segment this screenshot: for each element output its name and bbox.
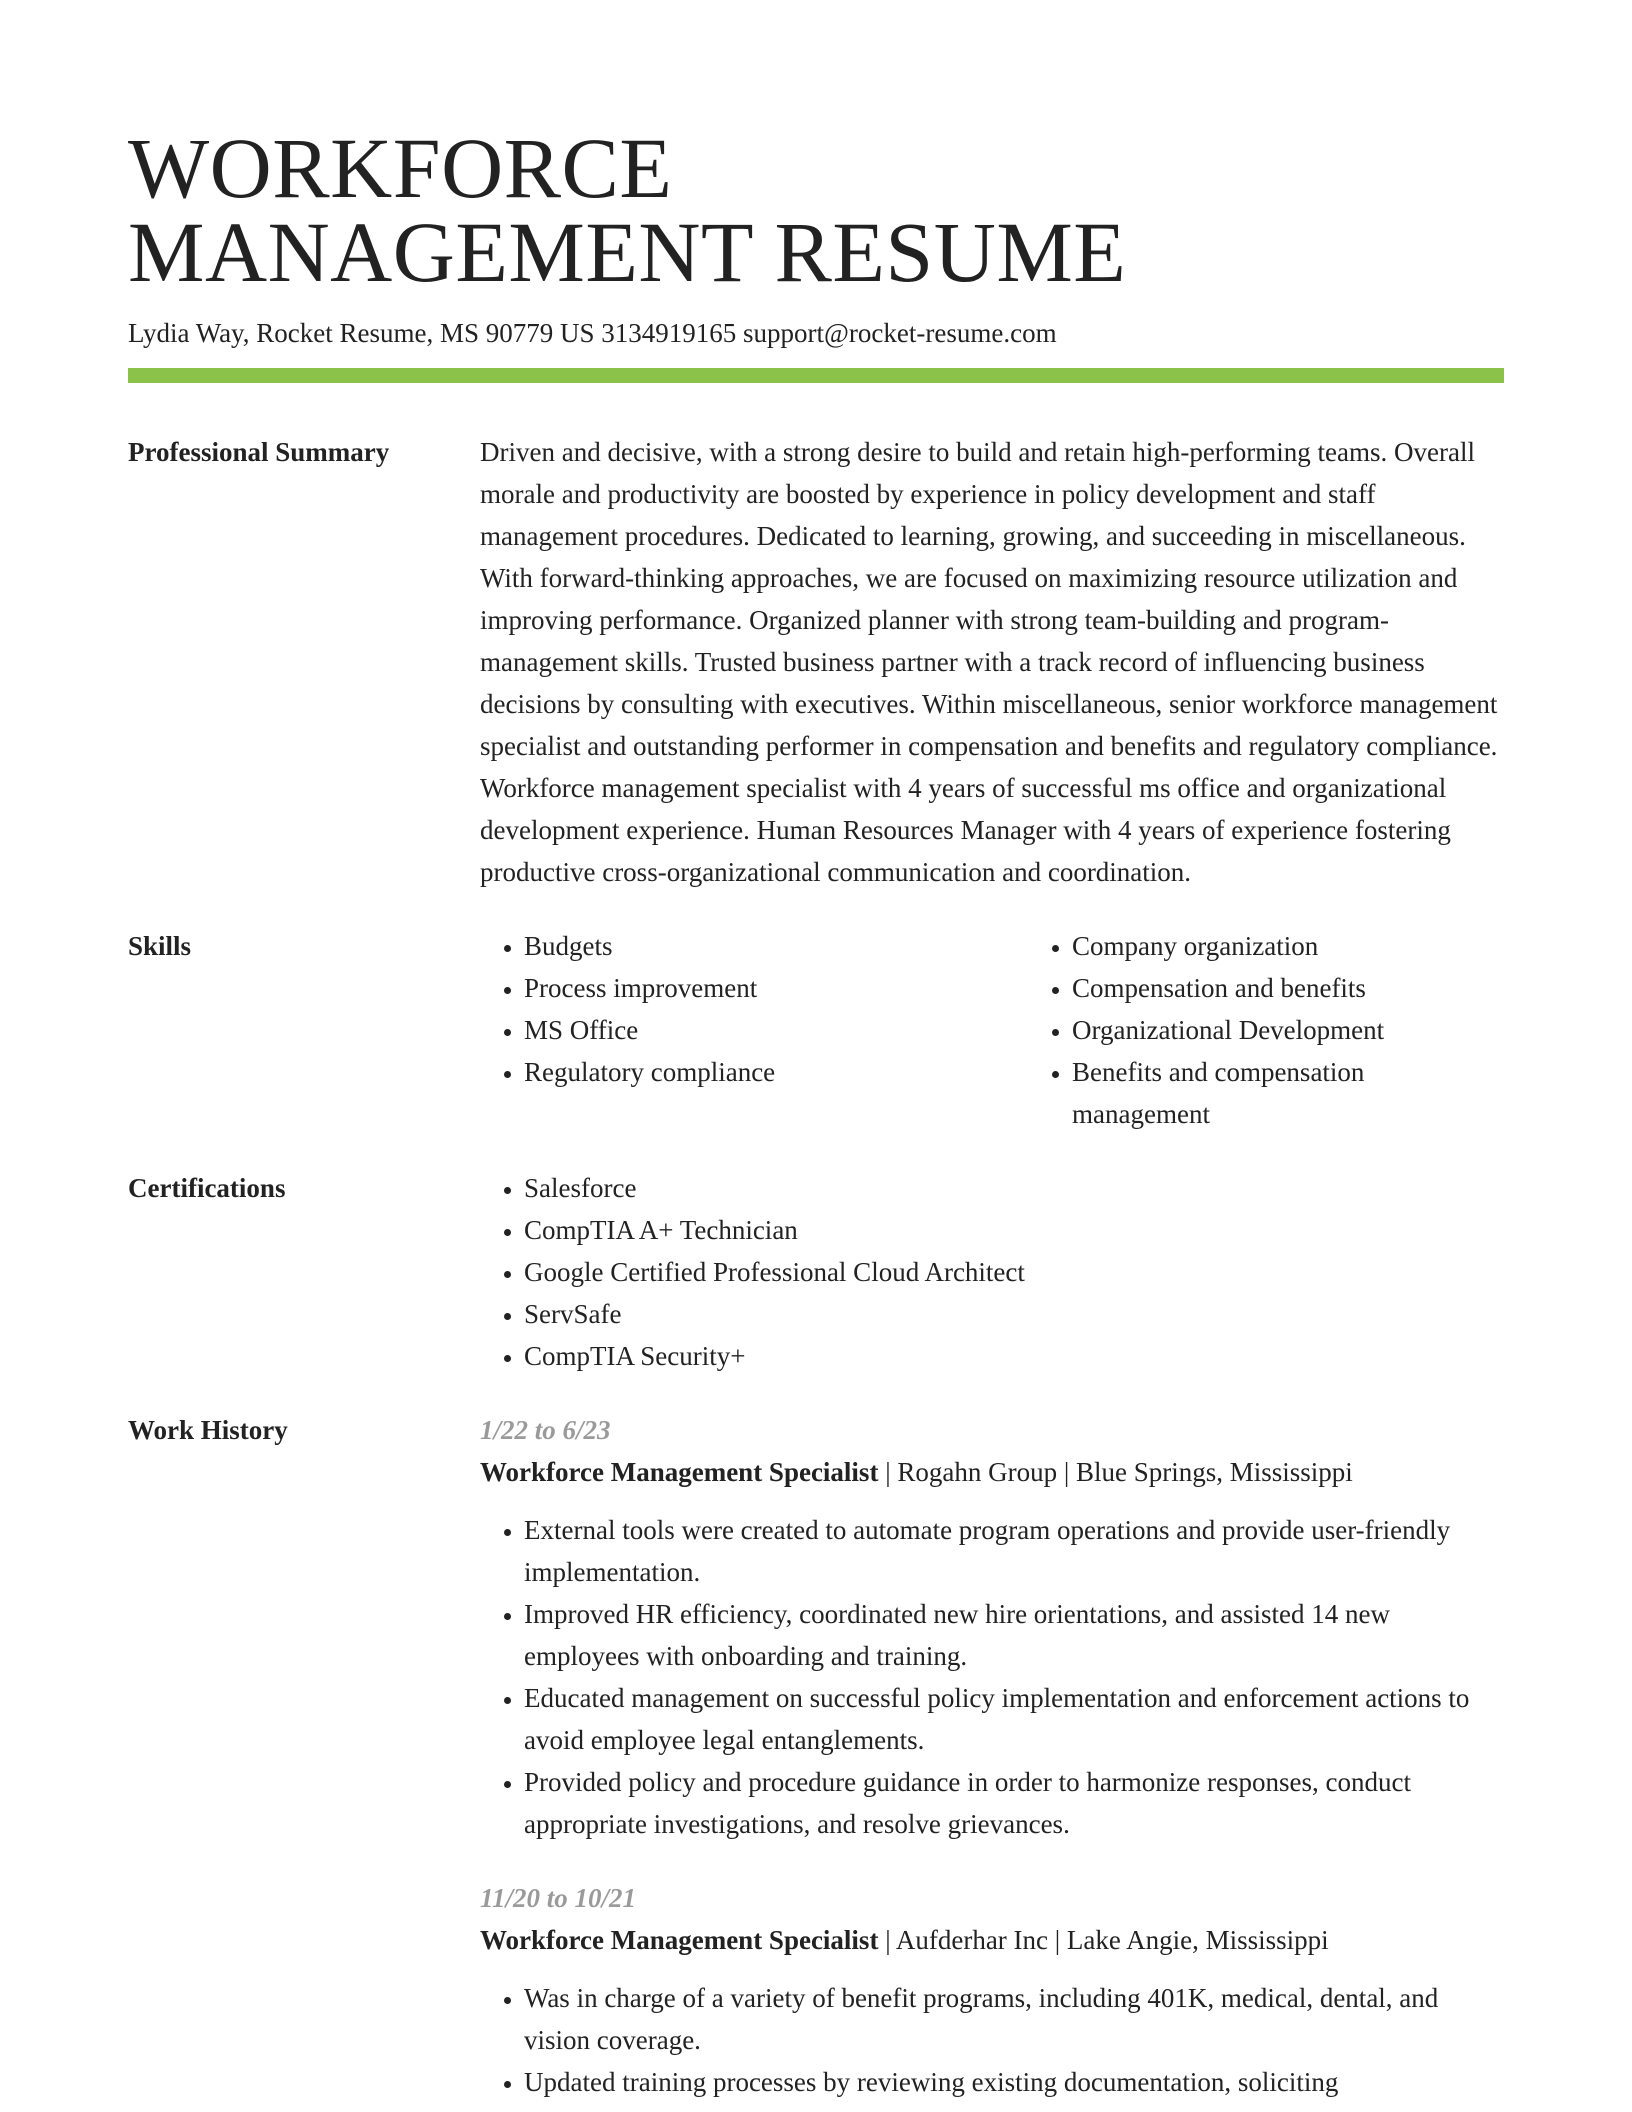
certification-item: • Google Certified Professional Cloud Architect [524, 1251, 1504, 1293]
job-dates: 11/20 to 10/21 [480, 1883, 637, 1913]
job-bullets [480, 1977, 1504, 2103]
skill-item: • Organizational Development [1072, 1009, 1504, 1051]
job-bullet: • Updated training processes by reviewing existing documentation, soliciting [524, 2061, 1504, 2103]
job-bullet: • Educated management on successful policy implementation and enforcement actions to avoid employee legal entanglements. [524, 1677, 1504, 1761]
accent-divider [128, 368, 1504, 383]
skill-item: • Benefits and compensation management [1072, 1051, 1504, 1135]
skill-item: • Process improvement [524, 967, 1028, 1009]
summary-section [128, 431, 1504, 893]
skill-item: • Budgets [524, 925, 1028, 967]
job-role: Workforce Management Specialist [480, 1925, 879, 1955]
job-bullet: • Was in charge of a variety of benefit programs, including 401K, medical, dental, and vision coverage. [524, 1977, 1504, 2061]
skills-label: Skills [128, 931, 192, 961]
job-heading [480, 1451, 1504, 1493]
summary-text: Driven and decisive, with a strong desire to build and retain high-performing teams. Overall morale and productivity are boosted by experience in policy development and staff management procedures. Dedicated to learning, growing, and succeeding in miscellaneous. With forward-thinking approaches, we are focused on maximizing resource utilization and improving performance. Organized planner with strong team-building and program-management skills. Trusted business partner with a track record of influencing business decisions by consulting with executives. Within miscellaneous, senior workforce management specialist and outstanding performer in compensation and benefits and regulatory compliance. Workforce management specialist with 4 years of successful ms office and organizational development experience. Human Resources Manager with 4 years of experience fostering productive cross-organizational communication and coordination. [480, 437, 1498, 887]
job-details: | Rogahn Group | Blue Springs, Mississippi [878, 1457, 1353, 1487]
job-entry [480, 1409, 1504, 1845]
job-bullet: • Improved HR efficiency, coordinated new hire orientations, and assisted 14 new employees with onboarding and training. [524, 1593, 1504, 1677]
certification-item: • ServSafe [524, 1293, 1504, 1335]
certifications-list [480, 1167, 1504, 1377]
skill-item: • Compensation and benefits [1072, 967, 1504, 1009]
skill-item: • Company organization [1072, 925, 1504, 967]
contact-line: Lydia Way, Rocket Resume, MS 90779 US 3134919165 support@rocket-resume.com [128, 318, 1057, 348]
job-dates: 1/22 to 6/23 [480, 1415, 611, 1445]
resume-title [128, 0, 1504, 300]
certification-item: • Salesforce [524, 1167, 1504, 1209]
job-heading [480, 1919, 1504, 1961]
title-line-1: WORKFORCE [128, 120, 673, 216]
skill-item: • MS Office [524, 1009, 1028, 1051]
skills-list-right [1028, 925, 1504, 1135]
certifications-section [128, 1167, 1504, 1377]
work-history-content [480, 1409, 1504, 2103]
skills-section [128, 925, 1504, 1135]
skill-item: • Regulatory compliance [524, 1051, 1028, 1093]
job-details: | Aufderhar Inc | Lake Angie, Mississippi [878, 1925, 1329, 1955]
summary-content [480, 431, 1504, 893]
title-line-2: MANAGEMENT RESUME [128, 204, 1127, 300]
resume-page [128, 0, 1504, 2103]
job-bullets [480, 1509, 1504, 1845]
skills-list-left [480, 925, 1028, 1135]
job-role: Workforce Management Specialist [480, 1457, 879, 1487]
certifications-label: Certifications [128, 1173, 286, 1203]
certifications-content [480, 1167, 1504, 1377]
job-entry [480, 1877, 1504, 2103]
summary-label: Professional Summary [128, 437, 390, 467]
job-bullet: • External tools were created to automate program operations and provide user-friendly implementation. [524, 1509, 1504, 1593]
certification-item: • CompTIA Security+ [524, 1335, 1504, 1377]
skills-content [480, 925, 1504, 1135]
certification-item: • CompTIA A+ Technician [524, 1209, 1504, 1251]
work-history-label: Work History [128, 1415, 288, 1445]
work-history-section [128, 1409, 1504, 2103]
job-bullet: • Provided policy and procedure guidance in order to harmonize responses, conduct appropriate investigations, and resolve grievances. [524, 1761, 1504, 1845]
